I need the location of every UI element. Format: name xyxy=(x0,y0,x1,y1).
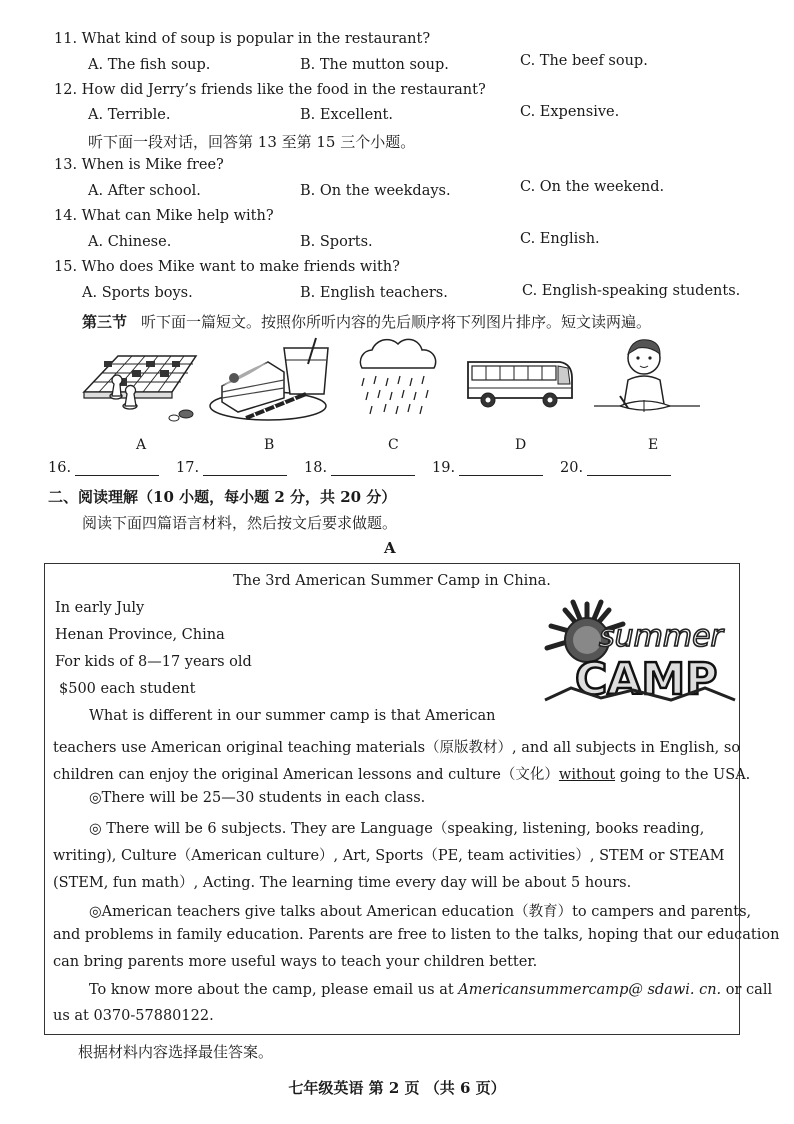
ad-text: children can enjoy the original American lessons and culture（文化） xyxy=(53,767,559,783)
picture-label-b: B xyxy=(264,437,275,453)
blank-line xyxy=(203,461,287,476)
ad-text: going to the USA. xyxy=(615,767,751,783)
ad-title: The 3rd American Summer Camp in China. xyxy=(233,573,551,589)
question-11: 11. What kind of soup is popular in the restaurant? xyxy=(54,31,431,47)
question-14: 14. What can Mike help with? xyxy=(54,208,274,224)
answer-blank-16 xyxy=(48,460,159,476)
ad-who: For kids of 8—17 years old xyxy=(55,654,252,670)
chess-board-icon xyxy=(80,334,200,424)
q12-option-b: B. Excellent. xyxy=(300,107,393,123)
ad-text: or call xyxy=(721,982,773,998)
q12-option-c: C. Expensive. xyxy=(520,104,620,120)
ad-contact-phone: us at 0370-57880122. xyxy=(53,1008,214,1024)
q14-option-c: C. English. xyxy=(520,231,600,247)
question-15: 15. Who does Mike want to make friends with? xyxy=(54,259,400,275)
blank-number: 17. xyxy=(176,460,200,476)
question-12: 12. How did Jerry’s friends like the food in the restaurant? xyxy=(54,82,486,98)
ad-bullet-3-line: can bring parents more useful ways to teach your children better. xyxy=(53,954,538,970)
blank-number: 18. xyxy=(304,460,328,476)
reading-part-title: 二、阅读理解（10 小题，每小题 2 分，共 20 分） xyxy=(48,488,397,506)
ad-paragraph-line: What is different in our summer camp is that American xyxy=(89,708,496,724)
q15-option-b: B. English teachers. xyxy=(300,285,448,301)
picture-label-c: C xyxy=(388,437,399,453)
section-3-tag: 第三节 xyxy=(82,313,128,331)
q14-option-a: A. Chinese. xyxy=(88,234,172,250)
blank-number: 19. xyxy=(432,460,456,476)
ad-bullet-2-line: ◎ There will be 6 subjects. They are Language（speaking, listening, books reading, xyxy=(89,821,705,837)
q15-option-a: A. Sports boys. xyxy=(82,285,193,301)
blank-number: 16. xyxy=(48,460,72,476)
ad-price: $500 each student xyxy=(59,681,196,697)
blank-line xyxy=(459,461,543,476)
q13-option-b: B. On the weekdays. xyxy=(300,183,451,199)
question-instruction: 根据材料内容选择最佳答案。 xyxy=(78,1043,274,1061)
q15-option-c: C. English-speaking students. xyxy=(522,283,741,299)
contact-email: Americansummercamp@ sdawi. cn. xyxy=(458,982,722,998)
ad-paragraph-line: teachers use American original teaching materials（原版教材）, and all subjects in English, so xyxy=(53,740,741,756)
ad-bullet-2-line: writing), Culture（American culture）, Art, Sports（PE, team activities）, STEM or STEAM xyxy=(53,848,725,864)
bus-icon xyxy=(464,334,576,424)
q12-option-a: A. Terrible. xyxy=(88,107,171,123)
summer-camp-logo xyxy=(541,596,737,706)
ad-when: In early July xyxy=(55,600,145,616)
picture-label-e: E xyxy=(648,437,659,453)
rain-cloud-icon xyxy=(348,334,444,424)
logo-camp-text: CAMP xyxy=(575,654,718,705)
section-3-text: 听下面一篇短文。按照你所听内容的先后顺序将下列图片排序。短文读两遍。 xyxy=(141,313,652,331)
ad-paragraph-line xyxy=(53,763,750,784)
blank-line xyxy=(75,461,159,476)
q11-option-a: A. The fish soup. xyxy=(88,57,211,73)
picture-label-a: A xyxy=(136,437,147,453)
ad-bullet-3-line: ◎American teachers give talks about American education（教育）to campers and parents, xyxy=(89,904,752,920)
ad-bullet-3-line: and problems in family education. Parents are free to listen to the talks, hoping that our education xyxy=(53,927,780,943)
answer-blank-17 xyxy=(176,460,287,476)
cake-and-drink-icon xyxy=(206,334,336,424)
ad-where: Henan Province, China xyxy=(55,627,225,643)
answer-blank-20 xyxy=(560,460,671,476)
section-3-instruction xyxy=(82,311,651,332)
underlined-word: without xyxy=(558,767,616,783)
ad-contact-line xyxy=(89,982,772,998)
blank-line xyxy=(331,461,415,476)
picture-label-d: D xyxy=(515,437,527,453)
passage-letter: A xyxy=(384,539,396,557)
answer-blank-18 xyxy=(304,460,415,476)
q11-option-b: B. The mutton soup. xyxy=(300,57,449,73)
ad-bullet-2-line: (STEM, fun math）, Acting. The learning time every day will be about 5 hours. xyxy=(53,875,632,891)
q13-option-a: A. After school. xyxy=(88,183,201,199)
blank-number: 20. xyxy=(560,460,584,476)
logo-summer-text: summer xyxy=(599,619,723,654)
ad-text: To know more about the camp, please email us at xyxy=(89,982,459,998)
summer-camp-ad xyxy=(44,563,780,1035)
q11-option-c: C. The beef soup. xyxy=(520,53,648,69)
answer-blank-19 xyxy=(432,460,543,476)
instruction-13-15: 听下面一段对话，回答第 13 至第 15 三个小题。 xyxy=(88,133,416,151)
question-13: 13. When is Mike free? xyxy=(54,157,224,173)
reading-instruction: 阅读下面四篇语言材料，然后按文后要求做题。 xyxy=(82,514,398,532)
page-footer: 七年级英语 第 2 页 （共 6 页） xyxy=(288,1079,506,1097)
blank-line xyxy=(587,461,671,476)
q13-option-c: C. On the weekend. xyxy=(520,179,665,195)
q14-option-b: B. Sports. xyxy=(300,234,373,250)
boy-reading-icon xyxy=(592,334,702,424)
ad-bullet-1: ◎There will be 25—30 students in each class. xyxy=(89,790,426,806)
